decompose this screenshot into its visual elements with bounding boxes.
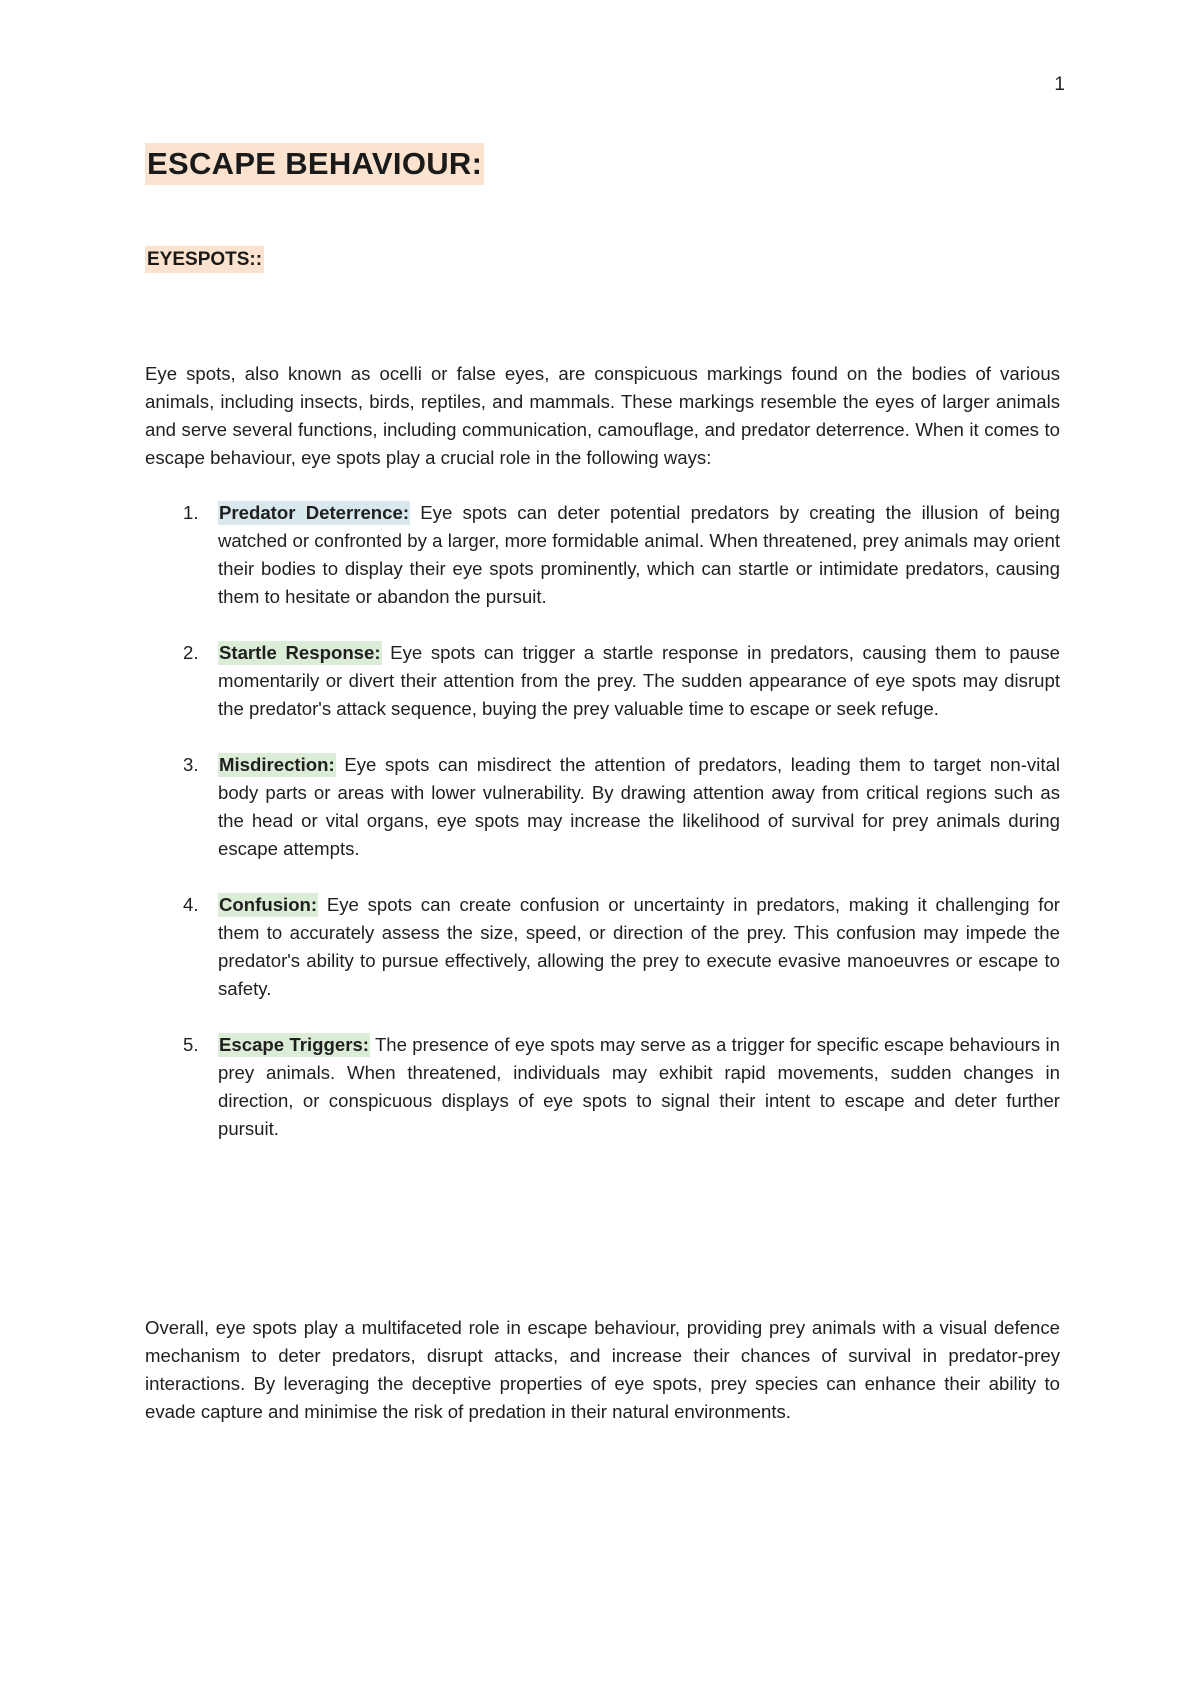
list-item xyxy=(145,751,1060,863)
list-item xyxy=(145,639,1060,723)
section-heading xyxy=(145,249,264,271)
list-item-text: The presence of eye spots may serve as a trigger for specific escape behaviours in prey animals. When threatened, individuals may exhibit rapid movements, sudden changes in direction, or conspicuous displays of eye spots to signal their intent to escape and deter further pursuit. xyxy=(218,1034,1060,1139)
intro-paragraph: Eye spots, also known as ocelli or false eyes, are conspicuous markings found on the bodies of various animals, including insects, birds, reptiles, and mammals. These markings resemble the eyes of larger animals and serve several functions, including communication, camouflage, and predator deterrence. When it comes to escape behaviour, eye spots play a crucial role in the following ways: xyxy=(145,363,1060,468)
list-item-term: Confusion: xyxy=(219,894,318,915)
numbered-list xyxy=(145,499,1060,1171)
page-number: 1 xyxy=(1054,74,1065,95)
list-item xyxy=(145,891,1060,1003)
list-item-term: Escape Triggers: xyxy=(219,1034,369,1055)
list-item-text: Eye spots can trigger a startle response in predators, causing them to pause momentarily or divert their attention from the prey. The sudden appearance of eye spots may disrupt the predator's attack sequence, buying the prey valuable time to escape or seek refuge. xyxy=(218,642,1060,719)
list-item-number: 1. xyxy=(183,502,199,523)
list-item xyxy=(145,1031,1060,1143)
list-item-text: Eye spots can misdirect the attention of predators, leading them to target non-vital body parts or areas with lower vulnerability. By drawing attention away from critical regions such as the head or vital organs, eye spots may increase the likelihood of survival for prey animals during escape attempts. xyxy=(218,754,1060,859)
list-item-term: Misdirection: xyxy=(219,754,335,775)
list-item-text: Eye spots can deter potential predators by creating the illusion of being watched or confronted by a larger, more formidable animal. When threatened, prey animals may orient their bodies to display their eye spots prominently, which can startle or intimidate predators, causing them to hesitate or abandon the pursuit. xyxy=(218,502,1060,607)
list-item-number: 5. xyxy=(183,1034,199,1055)
list-item-term: Startle Response: xyxy=(219,642,381,663)
list-item-number: 3. xyxy=(183,754,199,775)
section-heading-text: EYESPOTS:: xyxy=(145,246,264,273)
list-item-number: 2. xyxy=(183,642,199,663)
conclusion-paragraph: Overall, eye spots play a multifaceted role in escape behaviour, providing prey animals with a visual defence mechanism to deter predators, disrupt attacks, and increase their chances of survival in predator-prey interactions. By leveraging the deceptive properties of eye spots, prey species can enhance their ability to evade capture and minimise the risk of predation in their natural environments. xyxy=(145,1317,1060,1422)
list-item-text: Eye spots can create confusion or uncertainty in predators, making it challenging for them to accurately assess the size, speed, or direction of the prey. This confusion may impede the predator's ability to pursue effectively, allowing the prey to execute evasive manoeuvres or escape to safety. xyxy=(218,894,1060,999)
list-item xyxy=(145,499,1060,611)
document-title xyxy=(145,146,484,182)
list-item-number: 4. xyxy=(183,894,199,915)
document-title-text: ESCAPE BEHAVIOUR: xyxy=(145,143,484,185)
list-item-term: Predator Deterrence: xyxy=(219,502,410,523)
